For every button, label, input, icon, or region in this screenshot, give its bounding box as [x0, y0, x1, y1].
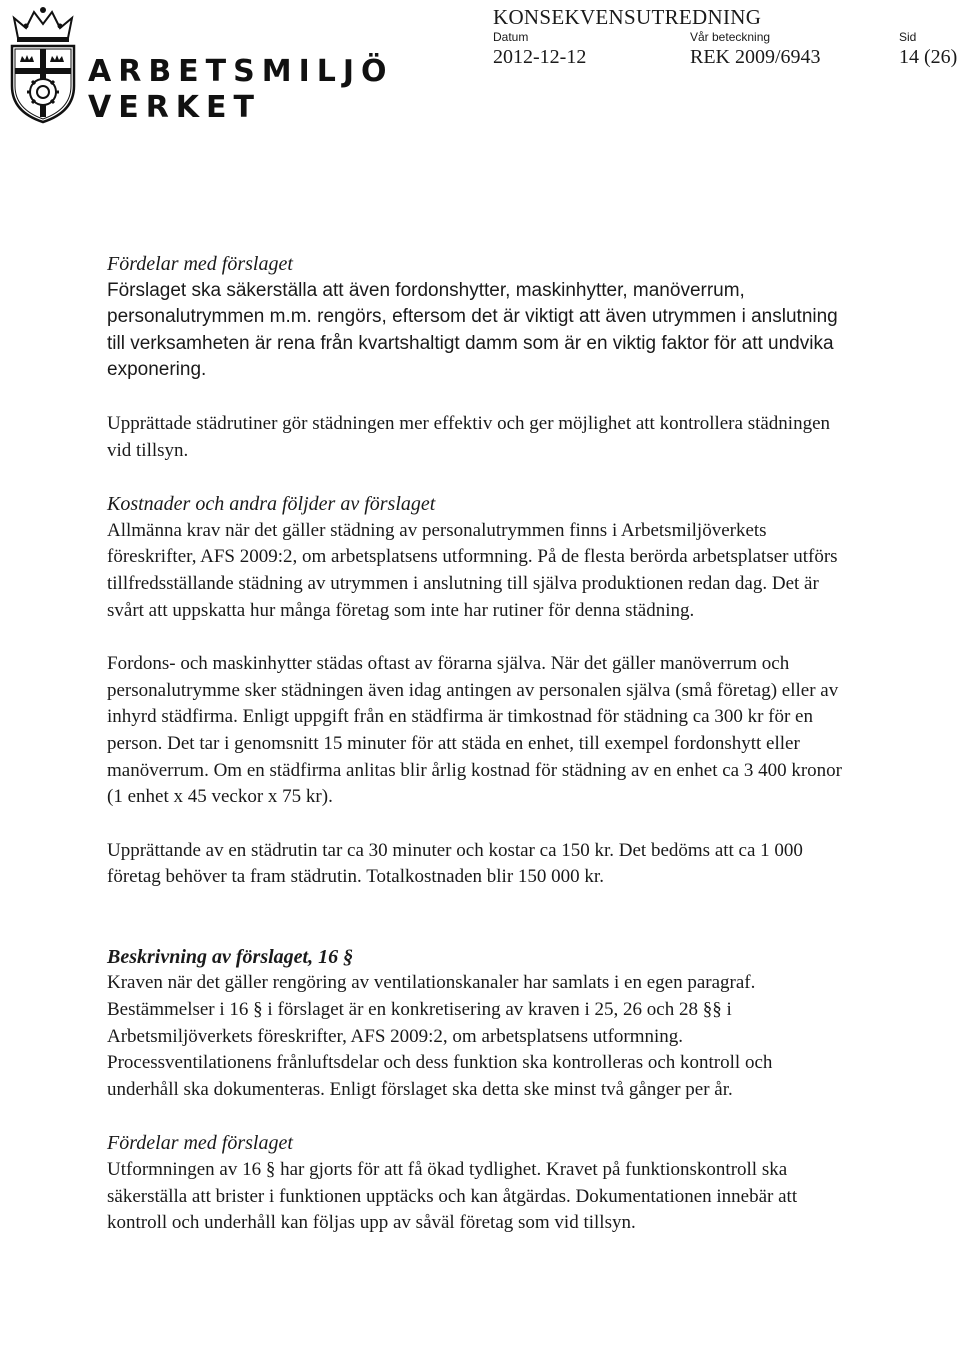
reference-label: Vår beteckning: [690, 30, 771, 44]
swedish-crown-crest-icon: [4, 4, 82, 124]
agency-name: [88, 54, 394, 126]
document-header: [493, 4, 960, 74]
section-heading-advantages-2: Fördelar med förslaget: [107, 1132, 293, 1155]
document-body: [107, 251, 847, 1237]
agency-logo: [4, 4, 394, 125]
header-page: [899, 30, 957, 70]
paragraph: Upprättande av en städrutin tar ca 30 minuter och kostar ca 150 kr. Det bedöms att ca 1 000 företag behöver ta fram städrutin. Totalkostnaden blir 150 000 kr.: [107, 839, 803, 888]
section-heading-costs: Kostnader och andra följder av förslaget: [107, 493, 436, 516]
document-type: KONSEKVENSUTREDNING: [493, 5, 762, 29]
header-datum: [493, 30, 586, 70]
paragraph: Allmänna krav när det gäller städning av personalutrymmen finns i Arbetsmiljöverkets föreskrifter, AFS 2009:2, om arbetsplatsens utformning. På de flesta berörda arbetsplatser utförs tillfredsställande städning av utrymmen i anslutning till själva produktionen redan dag. Det är svårt att uppskatta hur många företag som inte har rutiner för denna städning.: [107, 519, 838, 621]
agency-name-line2: VERKET: [88, 90, 262, 125]
header-meta-row: [493, 30, 960, 74]
datum-value: 2012-12-12: [493, 46, 587, 68]
paragraph: Upprättade städrutiner gör städningen mer effektiv och ger möjlighet att kontrollera städningen vid tillsyn.: [107, 412, 831, 461]
datum-label: Datum: [493, 30, 529, 44]
paragraph: Fordons- och maskinhytter städas oftast av förarna själva. När det gäller manöverrum och personalutrymme sker städningen även idag antingen av personalen själva (små företag) eller av inhyrd städfirma. Enligt uppgift från en städfirma är timkostnad för städning ca 300 kr för en person. Det tar i genomsnitt 15 minuter för att städa en enhet, till exempel fordonshytt eller manöverrum. Om en städfirma anlitas blir årlig kostnad för städning av en enhet ca 3 400 kronor (1 enhet x 45 veckor x 75 kr).: [107, 653, 842, 808]
section-heading-description: Beskrivning av förslaget, 16 §: [107, 945, 354, 968]
header-reference: [690, 30, 821, 70]
reference-value: REK 2009/6943: [690, 46, 821, 68]
agency-name-line1: ARBETSMILJÖ: [88, 54, 394, 89]
section-heading-advantages: Fördelar med förslaget: [107, 253, 293, 275]
page-label: Sid: [899, 30, 917, 44]
paragraph: Förslaget ska säkerställa att även fordonshytter, maskinhytter, manöverrum, personalutrymmen m.m. rengörs, eftersom det är viktigt att även utrymmen i anslutning till verksamheten är rena från kvartshaltigt damm som är en viktig faktor för att undvika exponering.: [107, 279, 838, 381]
page-value: 14 (26): [899, 46, 958, 68]
paragraph: Kraven när det gäller rengöring av ventilationskanaler har samlats i en egen paragraf. Bestämmelser i 16 § i förslaget är en konkretisering av kraven i 25, 26 och 28 §§ i Arbetsmiljöverkets föreskrifter, AFS 2009:2, om arbetsplatsens utformning. Processventilationens frånluftsdelar och dess funktion ska kontrolleras och kontroll och underhåll ska dokumenteras. Enligt förslaget ska detta ske minst två gånger per år.: [107, 972, 773, 1100]
paragraph: Utformningen av 16 § har gjorts för att få ökad tydlighet. Kravet på funktionskontroll ska säkerställa att brister i funktionen upptäcks och kan åtgärdas. Dokumentationen innebär att kontroll och underhåll kan följas upp av såväl företag som vid tillsyn.: [107, 1159, 798, 1234]
